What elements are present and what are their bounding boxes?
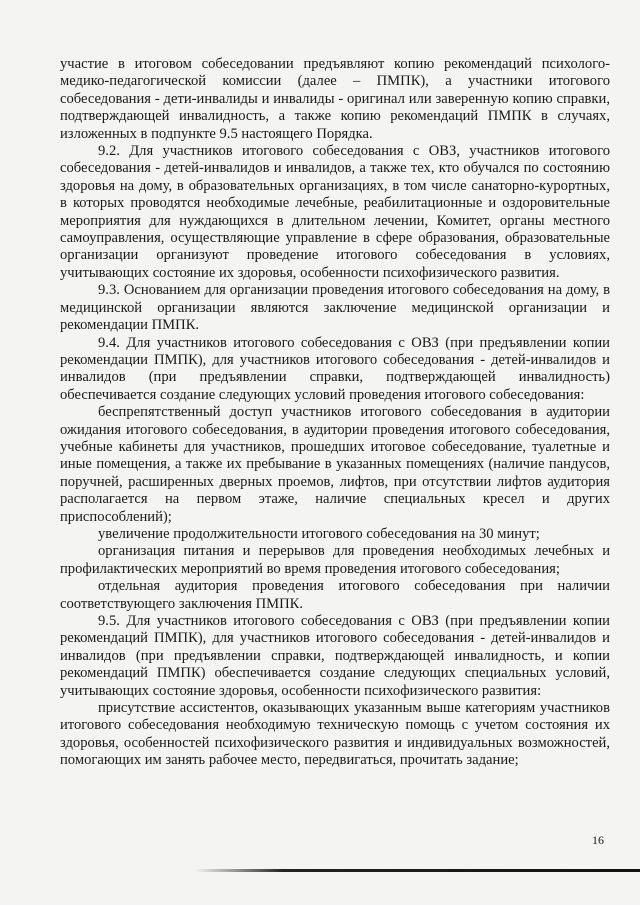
paragraph-9-3: 9.3. Основанием для организации проведения итогового собеседования на дому, в медицинской организации являются заключение медицинской организации и рекомендации ПМПК. — [60, 282, 610, 334]
list-item-assistants: присутствие ассистентов, оказывающих указанным выше категориям участников итогового собеседования необходимую техническую помощь с учетом состояния их здоровья, особенностей психофизического развития и индивидуальных возможностей, помогающих им занять рабочее место, передвигаться, прочитать задание; — [60, 700, 610, 769]
page-number: 16 — [592, 833, 604, 847]
list-item-breaks: организация питания и перерывов для проведения необходимых лечебных и профилактических мероприятий во время проведения итогового собеседования; — [60, 543, 610, 577]
list-item-duration: увеличение продолжительности итогового собеседования на 30 минут; — [98, 525, 540, 542]
list-item-separate-room: отдельная аудитория проведения итогового собеседования при наличии соответствующего заключения ПМПК. — [60, 578, 610, 612]
paragraph-9-4: 9.4. Для участников итогового собеседования с ОВЗ (при предъявлении копии рекомендации ПМПК), для участников итогового собеседования - детей-инвалидов и инвалидов (при предъявлении справки, подтверждающей инвалидность) обеспечивается создание следующих условий проведения итогового собеседования: — [60, 334, 610, 403]
paragraph-continuation: участие в итоговом собеседовании предъявляют копию рекомендаций психолого-медико-педагогической комиссии (далее – ПМПК), а участники итогового собеседования - дети-инвалиды и инвалиды - оригинал или заверенную копию справки, подтверждающей инвалидность, а также копию рекомендаций ПМПК в случаях, изложенных в подпункте 9.5 настоящего Порядка. — [60, 56, 610, 142]
document-body — [60, 56, 610, 770]
paragraph-9-2: 9.2. Для участников итогового собеседования с ОВЗ, участников итогового собеседования - детей-инвалидов и инвалидов, а также тех, кто обучался по состоянию здоровья на дому, в образовательных организациях, в том числе санаторно-курортных, в которых проводятся необходимые лечебные, реабилитационные и оздоровительные мероприятия для нуждающихся в длительном лечении, Комитет, органы местного самоуправления, осуществляющие управление в сфере образования, образовательные организации организуют проведение итогового собеседования в условиях, учитывающих состояние их здоровья, особенности психофизического развития. — [60, 143, 610, 281]
paragraph-9-5: 9.5. Для участников итогового собеседования с ОВЗ (при предъявлении копии рекомендаций ПМПК), для участников итогового собеседования - детей-инвалидов и инвалидов (при предъявлении справки, подтверждающей инвалидность, и копии рекомендаций ПМПК) обеспечивается создание следующих специальных условий, учитывающих состояние здоровья, особенности психофизического развития: — [60, 613, 610, 699]
scan-edge-line — [195, 869, 640, 872]
list-item-access: беспрепятственный доступ участников итогового собеседования в аудитории ожидания итогового собеседования, в аудитории проведения итогового собеседования, учебные кабинеты для участников, прошедших итоговое собеседование, туалетные и иные помещения, а также их пребывание в указанных помещениях (наличие пандусов, поручней, расширенных дверных проемов, лифтов, при отсутствии лифтов аудитория располагается на первом этаже, наличие специальных кресел и других приспособлений); — [60, 404, 610, 525]
